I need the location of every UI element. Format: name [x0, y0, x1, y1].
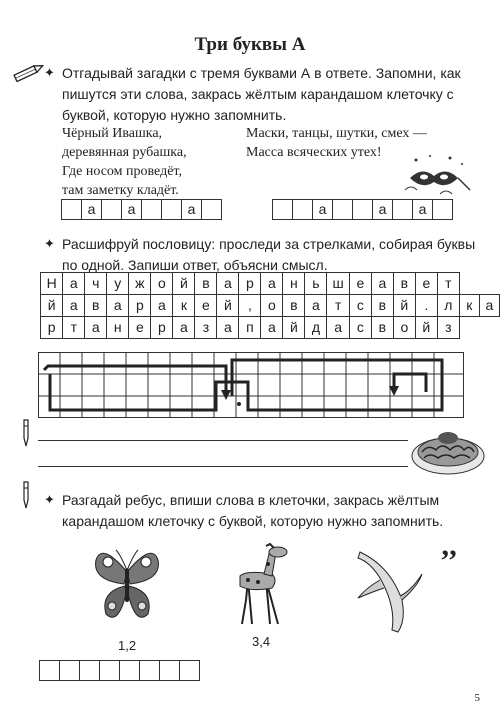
grid-cell: о — [151, 273, 173, 295]
answer-cell[interactable]: а — [81, 199, 102, 220]
answer-cell[interactable]: а — [121, 199, 142, 220]
grid-cell: а — [63, 295, 85, 317]
grid-cell: ш — [327, 273, 349, 295]
letter-grid — [40, 272, 500, 339]
grid-cell: т — [63, 317, 85, 339]
answer-cell[interactable] — [39, 660, 60, 681]
page-title: Три буквы А — [194, 34, 306, 55]
answer-cell[interactable] — [99, 660, 120, 681]
grid-cell: ж — [129, 273, 151, 295]
grid-cell: , — [239, 295, 261, 317]
grid-cell: а — [63, 273, 85, 295]
answer-cell[interactable] — [139, 660, 160, 681]
riddle-line: там заметку кладёт. — [62, 183, 179, 198]
grid-cell: з — [195, 317, 217, 339]
answer-cell[interactable] — [101, 199, 122, 220]
grid-cell: к — [459, 295, 479, 317]
grid-cell: а — [151, 295, 173, 317]
grid-cell: е — [195, 295, 217, 317]
answer-line[interactable] — [38, 440, 408, 441]
grid-cell: в — [393, 273, 415, 295]
answer-cell[interactable] — [61, 199, 82, 220]
grid-cell: й — [217, 295, 239, 317]
grid-cell: р — [129, 295, 151, 317]
grid-cell: й — [415, 317, 437, 339]
butterfly-icon — [92, 542, 162, 633]
grid-cell: ч — [85, 273, 107, 295]
grid-cell: д — [305, 317, 327, 339]
answer-cell[interactable] — [392, 199, 413, 220]
riddle-line: Чёрный Ивашка, — [62, 126, 163, 141]
grid-cell: н — [107, 317, 129, 339]
grid-cell: а — [85, 317, 107, 339]
grid-cell: т — [437, 273, 459, 295]
grid-cell: о — [393, 317, 415, 339]
grid-cell: а — [217, 317, 239, 339]
answer-line[interactable] — [38, 466, 408, 467]
grid-cell: Н — [41, 273, 63, 295]
grid-cell: в — [85, 295, 107, 317]
grid-cell: а — [261, 317, 283, 339]
answer-cell[interactable] — [272, 199, 293, 220]
riddle-1 — [62, 124, 187, 200]
grid-row — [41, 317, 500, 339]
grid-cell: в — [371, 317, 393, 339]
grid-cell: к — [173, 295, 195, 317]
answer-cell[interactable] — [432, 199, 453, 220]
grid-row — [41, 295, 500, 317]
answer-cell[interactable] — [141, 199, 162, 220]
task1-instructions: Отгадывай загадки с тремя буквами А в ответе. Запомни, как пишутся эти слова, закрась жёлтым карандашом клеточку с буквой, которую нужно запомнить. — [62, 65, 461, 123]
grid-cell: а — [305, 295, 327, 317]
answer-cell[interactable]: а — [181, 199, 202, 220]
grid-cell: а — [107, 295, 129, 317]
pie-icon — [408, 426, 488, 485]
answer-cell[interactable] — [179, 660, 200, 681]
star-bullet-icon: ✦ — [44, 65, 55, 80]
rebus-label-1: 1,2 — [118, 638, 137, 653]
grid-cell: е — [415, 273, 437, 295]
answer-cell[interactable] — [79, 660, 100, 681]
grid-cell: й — [283, 317, 305, 339]
pen-icon — [18, 480, 34, 515]
arrow-maze — [38, 352, 464, 418]
task2-instructions: Расшифруй пословицу: проследи за стрелками, собирая буквы по одной. Запиши ответ, объясни смысл. — [62, 236, 476, 273]
grid-cell: е — [349, 273, 371, 295]
grid-cell: л — [437, 295, 459, 317]
grid-cell: з — [437, 317, 459, 339]
grid-cell: в — [195, 273, 217, 295]
pencil-icon — [8, 62, 48, 87]
answer-cell[interactable] — [119, 660, 140, 681]
grid-cell: п — [239, 317, 261, 339]
pen-icon — [18, 418, 34, 453]
riddle-line: деревянная рубашка, — [62, 145, 187, 160]
answer-cell[interactable]: а — [412, 199, 433, 220]
grid-cell: е — [129, 317, 151, 339]
star-bullet-icon: ✦ — [44, 236, 55, 251]
grid-row — [41, 273, 500, 295]
grid-cell: й — [393, 295, 415, 317]
grid-cell: а — [327, 317, 349, 339]
grid-cell: а — [173, 317, 195, 339]
riddle-line: Масса всяческих утех! — [246, 145, 382, 160]
grid-cell: а — [371, 273, 393, 295]
answer-cells-2 — [273, 199, 453, 220]
grid-cell: р — [151, 317, 173, 339]
answer-cell[interactable] — [59, 660, 80, 681]
riddle-line: Где носом проведёт, — [62, 164, 182, 179]
grid-cell: т — [327, 295, 349, 317]
rebus-label-2: 3,4 — [252, 634, 271, 649]
banana-icon — [350, 546, 430, 641]
rebus-commas: ’’ — [440, 544, 458, 577]
answer-cells-1 — [62, 199, 222, 220]
grid-cell: . — [415, 295, 437, 317]
grid-cell: а — [479, 295, 499, 317]
task3-instructions: Разгадай ребус, впиши слова в клеточки, закрась жёлтым карандашом клеточку с буквой, которую нужно запомнить. — [62, 492, 444, 529]
grid-cell: с — [349, 317, 371, 339]
grid-cell: с — [349, 295, 371, 317]
answer-cell[interactable] — [292, 199, 313, 220]
riddle-line: Маски, танцы, шутки, смех — — [246, 126, 427, 141]
grid-cell: н — [283, 273, 305, 295]
answer-cell[interactable] — [332, 199, 353, 220]
answer-cell[interactable] — [159, 660, 180, 681]
star-bullet-icon: ✦ — [44, 492, 55, 507]
answer-cell[interactable] — [161, 199, 182, 220]
grid-cell: о — [261, 295, 283, 317]
grid-cell: в — [283, 295, 305, 317]
rebus-answer-cells — [40, 660, 200, 681]
answer-cell[interactable]: а — [312, 199, 333, 220]
grid-cell: р — [41, 317, 63, 339]
grid-cell: в — [371, 295, 393, 317]
grid-cell: й — [41, 295, 63, 317]
answer-cell[interactable] — [201, 199, 222, 220]
grid-cell: у — [107, 273, 129, 295]
grid-cell: р — [239, 273, 261, 295]
grid-cell: а — [217, 273, 239, 295]
giraffe-icon — [226, 540, 296, 631]
grid-cell: й — [173, 273, 195, 295]
carnival-mask-icon — [400, 150, 475, 205]
grid-cell: ь — [305, 273, 327, 295]
page-number: 5 — [474, 692, 480, 704]
answer-cell[interactable]: а — [372, 199, 393, 220]
grid-cell: а — [261, 273, 283, 295]
answer-cell[interactable] — [352, 199, 373, 220]
